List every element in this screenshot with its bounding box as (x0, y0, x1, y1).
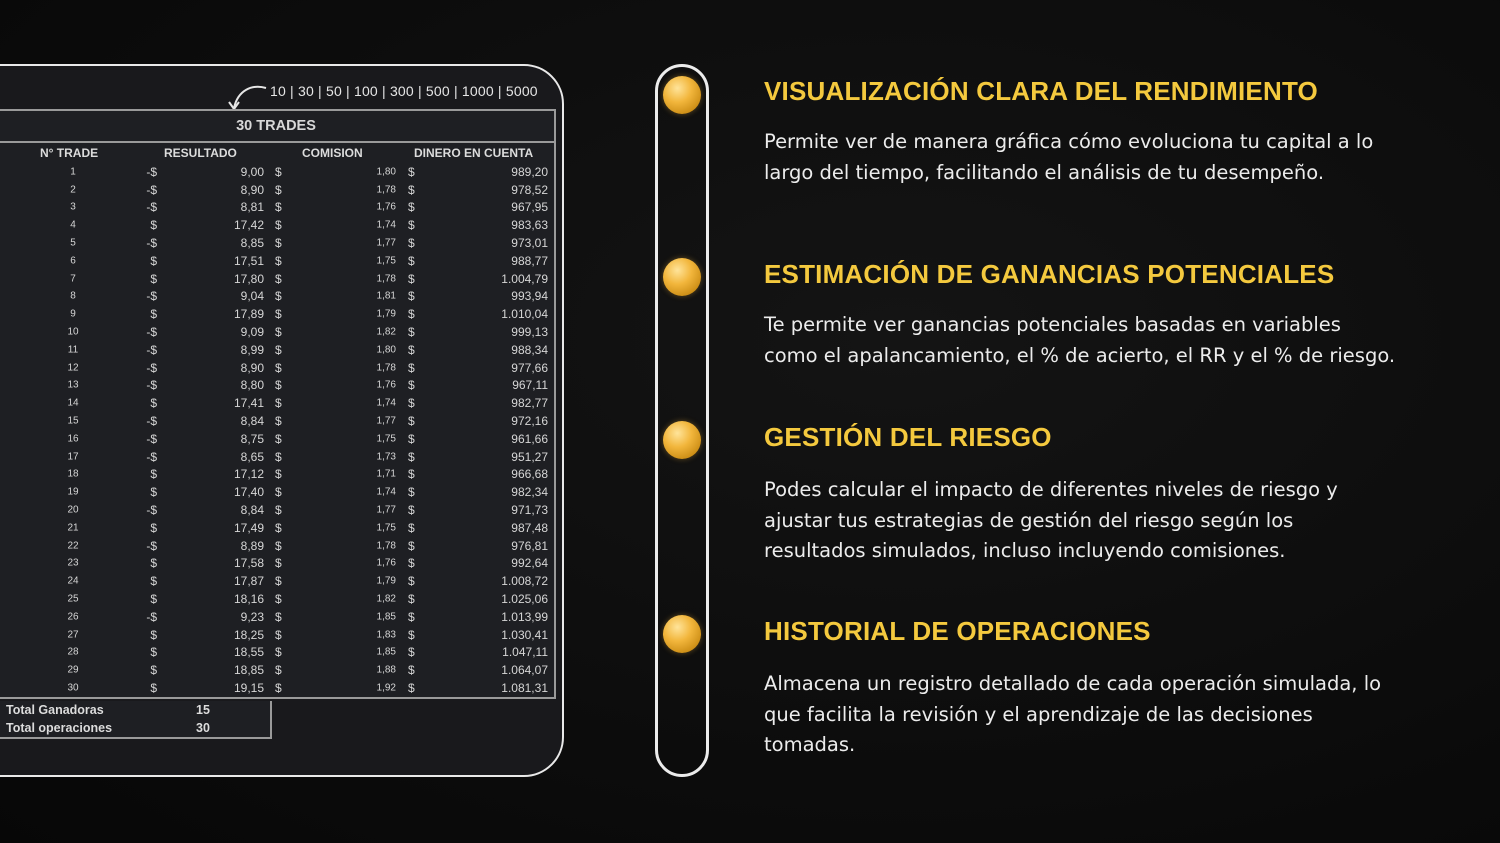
cell-resultado: 8,81 (240, 200, 264, 215)
gold-sphere-icon (663, 76, 701, 114)
cell-currency: $ (408, 556, 415, 571)
cell-resultado: 18,25 (233, 627, 264, 642)
cell-trade-number: 3 (70, 201, 76, 213)
cell-result-sign: -$ (146, 414, 157, 429)
cell-resultado: 17,42 (233, 218, 264, 233)
text-line: tomadas. (764, 733, 856, 756)
section-estimacion (764, 259, 1404, 371)
cell-resultado: 17,80 (233, 271, 264, 286)
section-text (764, 127, 1404, 188)
cell-comision: 1,82 (376, 326, 396, 338)
cell-dinero: 999,13 (511, 325, 548, 340)
cell-trade-number: 15 (67, 415, 79, 427)
cell-currency: $ (408, 342, 415, 357)
cell-result-sign: $ (150, 396, 157, 411)
cell-resultado: 17,87 (233, 574, 264, 589)
table-row (0, 216, 554, 234)
cell-currency: $ (275, 236, 282, 251)
cell-dinero: 1.047,11 (502, 645, 548, 660)
cell-result-sign: -$ (146, 182, 157, 197)
cell-trade-number: 14 (67, 397, 79, 409)
cell-trade-number: 17 (67, 451, 79, 463)
cell-resultado: 9,23 (240, 609, 264, 624)
cell-currency: $ (408, 520, 415, 535)
cell-result-sign: $ (150, 645, 157, 660)
cell-comision: 1,80 (376, 166, 396, 178)
cell-dinero: 1.030,41 (501, 627, 548, 642)
cell-dinero: 1.081,31 (501, 681, 548, 695)
table-row (0, 501, 554, 519)
table-row (0, 466, 554, 484)
cell-result-sign: $ (150, 520, 157, 535)
cell-comision: 1,82 (376, 593, 396, 605)
cell-currency: $ (275, 164, 282, 179)
cell-result-sign: -$ (146, 289, 157, 304)
cell-currency: $ (275, 663, 282, 678)
cell-trade-number: 9 (70, 308, 76, 320)
cell-currency: $ (408, 414, 415, 429)
cell-result-sign: -$ (146, 342, 157, 357)
cell-trade-number: 10 (67, 326, 79, 338)
cell-currency: $ (408, 592, 415, 607)
cell-result-sign: $ (150, 627, 157, 642)
cell-dinero: 993,94 (511, 289, 548, 304)
cell-resultado: 8,90 (240, 182, 264, 197)
cell-currency: $ (408, 467, 415, 482)
cell-currency: $ (408, 307, 415, 322)
cell-currency: $ (408, 253, 415, 268)
cell-comision: 1,77 (376, 237, 396, 249)
cell-currency: $ (275, 396, 282, 411)
totals-row (0, 719, 270, 737)
table-row (0, 483, 554, 501)
table-row (0, 590, 554, 608)
text-line: Almacena un registro detallado de cada operación simulada, lo (764, 672, 1382, 695)
gold-sphere-icon (663, 615, 701, 653)
cell-currency: $ (275, 182, 282, 197)
table-row (0, 199, 554, 217)
text-line: como el apalancamiento, el % de acierto, el RR y el % de riesgo. (764, 343, 1396, 367)
cell-comision: 1,78 (376, 362, 396, 374)
cell-dinero: 966,68 (511, 467, 548, 482)
cell-result-sign: $ (150, 218, 157, 233)
cell-dinero: 982,77 (511, 396, 548, 411)
cell-trade-number: 12 (67, 362, 79, 374)
totals-label: Total Ganadoras (6, 703, 104, 717)
cell-resultado: 8,65 (240, 449, 264, 464)
cell-dinero: 967,95 (511, 200, 548, 215)
cell-dinero: 1.025,06 (501, 592, 548, 607)
cell-trade-number: 30 (67, 682, 79, 694)
cell-currency: $ (275, 645, 282, 660)
cell-dinero: 967,11 (512, 378, 548, 393)
cell-result-sign: $ (150, 271, 157, 286)
cell-currency: $ (275, 609, 282, 624)
table-row (0, 288, 554, 306)
cell-result-sign: -$ (146, 538, 157, 553)
cell-trade-number: 21 (67, 522, 79, 534)
cell-trade-number: 20 (67, 504, 79, 516)
cell-comision: 1,75 (376, 522, 396, 534)
cell-resultado: 17,41 (233, 396, 264, 411)
cell-result-sign: $ (150, 253, 157, 268)
cell-resultado: 17,51 (233, 253, 264, 268)
cell-resultado: 17,40 (233, 485, 264, 500)
cell-comision: 1,77 (376, 415, 396, 427)
cell-resultado: 9,09 (240, 325, 264, 340)
cell-currency: $ (275, 325, 282, 340)
cell-resultado: 18,16 (233, 592, 264, 607)
cell-trade-number: 7 (70, 273, 76, 285)
table-row (0, 519, 554, 537)
cell-resultado: 17,89 (233, 307, 264, 322)
cell-comision: 1,79 (376, 308, 396, 320)
cell-resultado: 19,15 (233, 681, 264, 695)
cell-currency: $ (275, 592, 282, 607)
cell-resultado: 8,75 (240, 431, 264, 446)
cell-currency: $ (408, 681, 415, 695)
totals-table (0, 701, 272, 739)
cell-currency: $ (275, 342, 282, 357)
table-row (0, 252, 554, 270)
cell-dinero: 971,73 (511, 503, 548, 518)
section-text (764, 669, 1404, 761)
cell-result-sign: $ (150, 592, 157, 607)
cell-comision: 1,75 (376, 255, 396, 267)
cell-currency: $ (408, 485, 415, 500)
cell-resultado: 17,49 (233, 520, 264, 535)
header-resultado: RESULTADO (164, 146, 237, 160)
cell-currency: $ (275, 681, 282, 695)
cell-resultado: 17,58 (233, 556, 264, 571)
cell-currency: $ (408, 271, 415, 286)
cell-currency: $ (275, 503, 282, 518)
cell-comision: 1,76 (376, 557, 396, 569)
gold-sphere-icon (663, 421, 701, 459)
cell-dinero: 1.008,72 (501, 574, 548, 589)
table-row (0, 359, 554, 377)
table-row (0, 377, 554, 395)
cell-currency: $ (275, 574, 282, 589)
cell-currency: $ (408, 663, 415, 678)
cell-currency: $ (275, 520, 282, 535)
cell-currency: $ (408, 396, 415, 411)
cell-result-sign: -$ (146, 236, 157, 251)
cell-currency: $ (408, 431, 415, 446)
cell-dinero: 983,63 (511, 218, 548, 233)
text-line: ajustar tus estrategias de gestión del riesgo según los (764, 508, 1294, 532)
cell-trade-number: 13 (67, 379, 79, 391)
header-trade-number: N° TRADE (40, 146, 99, 160)
cell-resultado: 8,85 (240, 236, 264, 251)
text-line: largo del tiempo, facilitando el análisis de tu desempeño. (764, 160, 1325, 184)
cell-trade-number: 6 (70, 255, 76, 267)
section-text (764, 310, 1404, 371)
cell-comision: 1,74 (376, 397, 396, 409)
table-row (0, 608, 554, 626)
cell-result-sign: $ (150, 556, 157, 571)
cell-resultado: 18,85 (233, 663, 264, 678)
cell-comision: 1,74 (376, 219, 396, 231)
section-historial (764, 616, 1404, 761)
section-visualizacion (764, 76, 1404, 188)
cell-resultado: 8,89 (240, 538, 264, 553)
cell-currency: $ (408, 627, 415, 642)
totals-value: 15 (196, 703, 210, 717)
table-row (0, 394, 554, 412)
cell-currency: $ (275, 431, 282, 446)
cell-comision: 1,76 (376, 379, 396, 391)
cell-trade-number: 25 (67, 593, 79, 605)
table-row (0, 163, 554, 181)
section-riesgo (764, 422, 1404, 567)
cell-trade-number: 1 (70, 166, 76, 178)
cell-trade-number: 26 (67, 611, 79, 623)
cell-comision: 1,85 (376, 611, 396, 623)
cell-currency: $ (408, 645, 415, 660)
cell-comision: 1,79 (376, 575, 396, 587)
cell-currency: $ (408, 378, 415, 393)
trades-table (0, 109, 556, 699)
totals-row (0, 701, 270, 719)
cell-resultado: 9,04 (240, 289, 264, 304)
cell-dinero: 988,77 (511, 253, 548, 268)
cell-dinero: 982,34 (511, 485, 548, 500)
cell-currency: $ (275, 200, 282, 215)
cell-dinero: 988,34 (511, 342, 548, 357)
cell-comision: 1,73 (376, 451, 396, 463)
cell-result-sign: $ (150, 485, 157, 500)
cell-currency: $ (408, 503, 415, 518)
cell-currency: $ (275, 307, 282, 322)
cell-currency: $ (408, 289, 415, 304)
cell-dinero: 992,64 (511, 556, 548, 571)
cell-result-sign: -$ (146, 200, 157, 215)
cell-result-sign: -$ (146, 503, 157, 518)
table-row (0, 234, 554, 252)
cell-result-sign: -$ (146, 449, 157, 464)
cell-currency: $ (275, 485, 282, 500)
table-row (0, 537, 554, 555)
cell-result-sign: $ (150, 574, 157, 589)
header-dinero: DINERO EN CUENTA (414, 146, 534, 160)
cell-currency: $ (408, 449, 415, 464)
cell-currency: $ (275, 218, 282, 233)
cell-currency: $ (408, 236, 415, 251)
cell-comision: 1,80 (376, 344, 396, 356)
cell-currency: $ (275, 414, 282, 429)
cell-comision: 1,76 (376, 201, 396, 213)
cell-trade-number: 2 (70, 184, 76, 196)
cell-comision: 1,83 (376, 629, 396, 641)
cell-comision: 1,81 (376, 290, 396, 302)
table-body (0, 143, 556, 699)
cell-dinero: 1.013,99 (501, 609, 548, 624)
cell-trade-number: 16 (67, 433, 79, 445)
cell-dinero: 1.004,79 (501, 271, 548, 286)
cell-result-sign: -$ (146, 609, 157, 624)
cell-result-sign: $ (150, 307, 157, 322)
cell-trade-number: 23 (67, 557, 79, 569)
cell-result-sign: $ (150, 681, 157, 695)
cell-comision: 1,71 (376, 468, 396, 480)
totals-label: Total operaciones (6, 721, 113, 735)
section-title: GESTIÓN DEL RIESGO (764, 422, 1052, 452)
cell-dinero: 987,48 (511, 520, 548, 535)
cell-currency: $ (275, 627, 282, 642)
text-line: que facilita la revisión y el aprendizaje de las decisiones (764, 702, 1313, 726)
cell-currency: $ (408, 164, 415, 179)
cell-resultado: 8,90 (240, 360, 264, 375)
cell-resultado: 8,84 (240, 503, 264, 518)
cell-comision: 1,92 (376, 682, 396, 694)
text-line: Te permite ver ganancias potenciales basadas en variables (764, 313, 1341, 336)
cell-trade-number: 28 (67, 646, 79, 658)
table-row (0, 341, 554, 359)
cell-comision: 1,88 (376, 664, 396, 676)
cell-currency: $ (275, 360, 282, 375)
section-title: ESTIMACIÓN DE GANANCIAS POTENCIALES (764, 259, 1335, 289)
table-row (0, 305, 554, 323)
table-row (0, 181, 554, 199)
gold-sphere-icon (663, 258, 701, 296)
table-row (0, 626, 554, 644)
cell-currency: $ (408, 360, 415, 375)
table-row (0, 448, 554, 466)
cell-currency: $ (408, 200, 415, 215)
text-line: Podes calcular el impacto de diferentes niveles de riesgo y (764, 478, 1338, 501)
cell-trade-number: 5 (70, 237, 76, 249)
cell-comision: 1,75 (376, 433, 396, 445)
cell-result-sign: -$ (146, 360, 157, 375)
table-header (0, 143, 554, 163)
section-title: HISTORIAL DE OPERACIONES (764, 616, 1151, 646)
cell-resultado: 9,00 (240, 164, 264, 179)
table-row (0, 555, 554, 573)
cell-currency: $ (275, 538, 282, 553)
cell-comision: 1,78 (376, 540, 396, 552)
cell-currency: $ (275, 253, 282, 268)
table-row (0, 644, 554, 662)
cell-result-sign: -$ (146, 378, 157, 393)
table-row (0, 323, 554, 341)
text-line: resultados simulados, incluso incluyendo comisiones. (764, 539, 1286, 562)
cell-trade-number: 19 (67, 486, 79, 498)
cell-currency: $ (408, 218, 415, 233)
cell-comision: 1,78 (376, 273, 396, 285)
text-line: Permite ver de manera gráfica cómo evoluciona tu capital a lo (764, 130, 1374, 153)
table-row (0, 572, 554, 590)
cell-trade-number: 27 (67, 629, 79, 641)
cell-result-sign: -$ (146, 164, 157, 179)
cell-trade-number: 18 (67, 468, 79, 480)
cell-trade-number: 29 (67, 664, 79, 676)
cell-currency: $ (408, 609, 415, 624)
cell-trade-number: 11 (67, 344, 79, 356)
table-row (0, 661, 554, 679)
cell-resultado: 17,12 (233, 467, 264, 482)
cell-currency: $ (275, 467, 282, 482)
cell-dinero: 973,01 (511, 236, 548, 251)
cell-comision: 1,74 (376, 486, 396, 498)
cell-currency: $ (275, 449, 282, 464)
cell-currency: $ (408, 538, 415, 553)
cell-currency: $ (275, 271, 282, 286)
cell-dinero: 972,16 (511, 414, 548, 429)
cell-comision: 1,85 (376, 646, 396, 658)
cell-resultado: 8,80 (240, 378, 264, 393)
cell-dinero: 977,66 (511, 360, 548, 375)
table-row (0, 430, 554, 448)
table-row (0, 412, 554, 430)
cell-dinero: 1.010,04 (501, 307, 548, 322)
cell-result-sign: $ (150, 467, 157, 482)
cell-dinero: 978,52 (511, 182, 548, 197)
section-title: VISUALIZACIÓN CLARA DEL RENDIMIENTO (764, 76, 1318, 106)
header-comision: COMISION (302, 146, 363, 160)
cell-resultado: 18,55 (233, 645, 264, 660)
cell-resultado: 8,84 (240, 414, 264, 429)
cell-comision: 1,78 (376, 184, 396, 196)
cell-result-sign: -$ (146, 431, 157, 446)
cell-currency: $ (408, 325, 415, 340)
cell-resultado: 8,99 (240, 342, 264, 357)
cell-currency: $ (408, 182, 415, 197)
cell-trade-number: 22 (67, 540, 79, 552)
totals-value: 30 (196, 721, 210, 735)
cell-dinero: 1.064,07 (501, 663, 548, 678)
cell-currency: $ (408, 574, 415, 589)
cell-result-sign: -$ (146, 325, 157, 340)
cell-dinero: 951,27 (511, 449, 548, 464)
cell-trade-number: 24 (67, 575, 79, 587)
cell-result-sign: $ (150, 663, 157, 678)
cell-trade-number: 4 (70, 219, 76, 231)
section-text (764, 475, 1404, 567)
cell-dinero: 961,66 (511, 431, 548, 446)
trade-count-filters[interactable]: 10 | 30 | 50 | 100 | 300 | 500 | 1000 | 5000 (270, 83, 538, 99)
table-row (0, 679, 554, 697)
cell-dinero: 976,81 (511, 538, 548, 553)
cell-currency: $ (275, 289, 282, 304)
cell-dinero: 989,20 (511, 164, 548, 179)
cell-currency: $ (275, 556, 282, 571)
cell-trade-number: 8 (70, 290, 76, 302)
table-row (0, 270, 554, 288)
table-title: 30 TRADES (0, 109, 556, 143)
cell-comision: 1,77 (376, 504, 396, 516)
cell-currency: $ (275, 378, 282, 393)
